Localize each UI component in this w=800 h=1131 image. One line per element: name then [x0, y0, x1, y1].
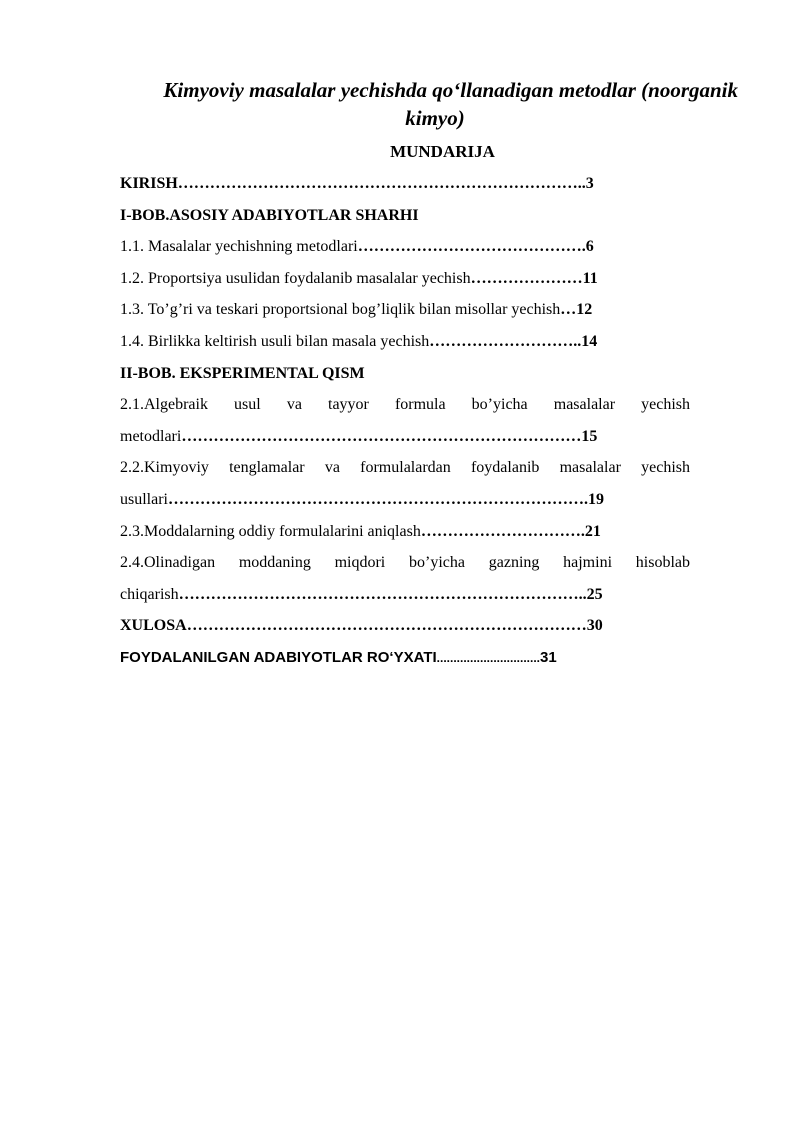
- toc-entry-label-line-2: metodlari: [120, 427, 182, 445]
- toc-page-number: 21: [584, 522, 601, 540]
- toc-entry-label-line-2: usullari: [120, 490, 168, 508]
- toc-entry-label: XULOSA: [120, 617, 187, 635]
- toc-entry-label-line-1: 2.4.Olinadigan moddaning miqdori bo’yicha gazning hajmini hisoblab: [120, 554, 690, 572]
- toc-entry-label-line-1: 2.2.Kimyoviy tenglamalar va formulalardan foydalanib masalalar yechish: [120, 459, 690, 477]
- toc-entry-label: 1.4. Birlikka keltirish usuli bilan masala yechish: [120, 332, 430, 350]
- toc-entry-2-3: [120, 516, 690, 548]
- toc-leader-dots: …………………………………….: [357, 238, 586, 256]
- toc-entry-label-line-2-group: [120, 484, 690, 516]
- toc-entry-1-3: [120, 294, 690, 326]
- toc-entry-label-line-2-group: [120, 579, 690, 611]
- toc-leader-dots: ………………………..: [429, 332, 582, 350]
- toc-page-number: 30: [586, 617, 603, 635]
- toc-page-number: 19: [588, 490, 604, 508]
- toc-leader-dots: …………………………………………………………………: [186, 617, 587, 635]
- toc-chapter-label: II-BOB. EKSPERIMENTAL QISM: [120, 364, 365, 382]
- toc-leader-dots: …………………………………………………………………..: [178, 585, 587, 603]
- toc-page-number: 31: [540, 648, 557, 666]
- toc-entry-label: 1.2. Proportsiya usulidan foydalanib masalalar yechish: [120, 269, 471, 287]
- toc-entry-2-1: [120, 389, 690, 452]
- toc-leader-dots: …………………………………………………………………: [181, 427, 582, 445]
- toc-entry-label-line-1: 2.1.Algebraik usul va tayyor formula bo’yicha masalalar yechish: [120, 396, 690, 414]
- toc-page-number: 14: [581, 332, 598, 350]
- toc-leader-dots: …………………: [470, 269, 583, 287]
- toc-page-number: 12: [576, 301, 593, 319]
- toc-entry-label-line-2: chiqarish: [120, 585, 179, 603]
- toc-entry-1-2: [120, 263, 690, 295]
- document-title: [120, 76, 750, 132]
- toc-entry-label-line-2-group: [120, 421, 690, 453]
- toc-entry-1-4: [120, 326, 690, 358]
- toc-page-number: 15: [581, 427, 598, 445]
- toc-entry-label: 1.3. To’g’ri va teskari proportsional bog’liqlik bilan misollar yechish: [120, 301, 561, 319]
- toc-entry-kirish: [120, 168, 690, 200]
- toc-page-number: 11: [582, 269, 598, 287]
- toc-entry-label: 2.3.Moddalarning oddiy formulalarini aniqlash: [120, 522, 421, 540]
- toc-entry-adabiyotlar: [120, 642, 690, 674]
- table-of-contents: [120, 168, 690, 674]
- toc-page-number: 3: [585, 175, 594, 192]
- title-line-1: Kimyoviy masalalar yechishda qo‘llanadigan metodlar (noorganik: [163, 78, 738, 102]
- toc-chapter-label: I-BOB.ASOSIY ADABIYOTLAR SHARHI: [120, 206, 419, 224]
- toc-chapter-2: [120, 358, 690, 390]
- toc-leader-dots: ...............................: [436, 650, 541, 665]
- toc-page-number: 6: [585, 238, 594, 256]
- toc-entry-label: 1.1. Masalalar yechishning metodlari: [120, 238, 358, 256]
- toc-entry-1-1: [120, 231, 690, 263]
- toc-leader-dots: …: [560, 301, 577, 319]
- toc-entry-label: FOYDALANILGAN ADABIYOTLAR RO‘YXATI: [120, 648, 437, 666]
- toc-entry-2-2: [120, 452, 690, 515]
- title-line-2: kimyo): [405, 106, 465, 130]
- toc-leader-dots: …………………………………………………………………..: [177, 175, 586, 192]
- contents-heading: MUNDARIJA: [390, 142, 495, 161]
- toc-leader-dots: …………………………………………………………………….: [168, 490, 588, 508]
- toc-leader-dots: ………………………….: [420, 522, 585, 540]
- toc-entry-label: KIRISH: [120, 175, 178, 192]
- toc-chapter-1: [120, 200, 690, 232]
- toc-entry-xulosa: [120, 610, 690, 642]
- toc-entry-2-4: [120, 547, 690, 610]
- toc-page-number: 25: [586, 585, 603, 603]
